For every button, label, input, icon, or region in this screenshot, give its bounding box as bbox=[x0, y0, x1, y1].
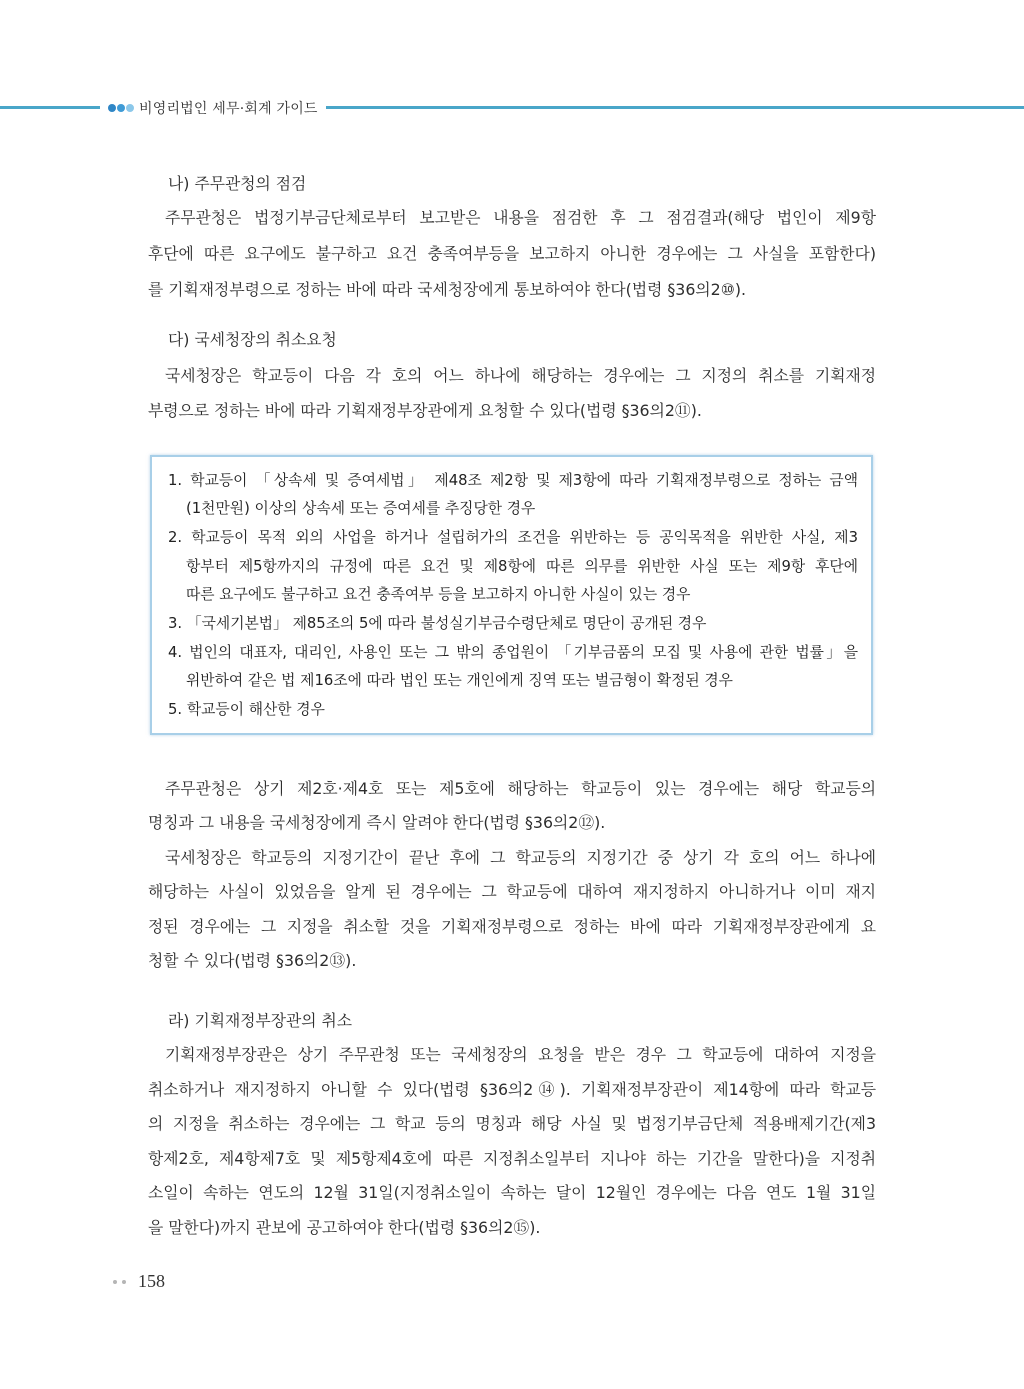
paragraph-line: 부령으로 정하는 바에 따라 기획재정부장관에게 요청할 수 있다(법령 §36의2⑪). bbox=[148, 401, 702, 420]
paragraph-after-box bbox=[148, 772, 876, 978]
paragraph-line: 소일이 속하는 연도의 12월 31일(지정취소일이 속하는 달이 12월인 경우에는 다음 연도 1월 31일 bbox=[148, 1183, 876, 1203]
running-header bbox=[100, 97, 326, 119]
paragraph-na bbox=[148, 200, 876, 308]
section-heading-ra: 라) 기획재정부장관의 취소 bbox=[168, 1011, 353, 1030]
box-line: (1천만원) 이상의 상속세 또는 증여세를 추징당한 경우 bbox=[186, 500, 536, 518]
paragraph-line: 국세청장은 학교등이 다음 각 호의 어느 하나에 해당하는 경우에는 그 지정의 취소를 기획재정 bbox=[165, 366, 876, 385]
box-line: 위반하여 같은 법 제16조에 따라 법인 또는 개인에게 징역 또는 벌금형이 확정된 경우 bbox=[186, 672, 733, 690]
info-box bbox=[150, 455, 873, 735]
paragraph-line: 의 지정을 취소하는 경우에는 그 학교 등의 명칭과 해당 사실 및 법정기부금단체 적용배제기간(제3 bbox=[148, 1114, 876, 1134]
box-line: 따른 요구에도 불구하고 요건 충족여부 등을 보고하지 아니한 사실이 있는 경우 bbox=[186, 586, 691, 604]
paragraph-ra bbox=[148, 1038, 876, 1246]
paragraph-line: 청할 수 있다(법령 §36의2⑬). bbox=[148, 950, 357, 970]
paragraph-line: 취소하거나 재지정하지 아니할 수 있다(법령 §36의2⑭). 기획재정부장관이 제14항에 따라 학교등 bbox=[148, 1079, 876, 1099]
paragraph-line: 주무관청은 법정기부금단체로부터 보고받은 내용을 점검한 후 그 점검결과(해당 법인이 제9항 bbox=[165, 208, 876, 227]
box-line: 4. 법인의 대표자, 대리인, 사용인 또는 그 밖의 종업원이 「기부금품의 모집 및 사용에 관한 법률」을 bbox=[168, 643, 858, 661]
paragraph-line: 을 말한다)까지 관보에 공고하여야 한다(법령 §36의2⑮). bbox=[148, 1217, 541, 1237]
header-dots-icon bbox=[108, 104, 134, 112]
header-title: 비영리법인 세무·회계 가이드 bbox=[139, 101, 318, 117]
paragraph-line: 기획재정부장관은 상기 주무관청 또는 국세청장의 요청을 받은 경우 그 학교등에 대하여 지정을 bbox=[165, 1045, 876, 1064]
paragraph-line: 국세청장은 학교등의 지정기간이 끝난 후에 그 학교등의 지정기간 중 상기 각 호의 어느 하나에 bbox=[165, 847, 876, 867]
paragraph-da bbox=[148, 358, 876, 428]
section-heading-na: 나) 주무관청의 점검 bbox=[168, 174, 307, 193]
section-heading-da: 다) 국세청장의 취소요청 bbox=[168, 330, 337, 349]
box-line: 1. 학교등이 「상속세 및 증여세법」 제48조 제2항 및 제3항에 따라 기획재정부령으로 정하는 금액 bbox=[168, 471, 858, 489]
paragraph-line: 항제2호, 제4항제7호 및 제5항제4호에 따른 지정취소일부터 지나야 하는 기간을 말한다)을 지정취 bbox=[148, 1148, 876, 1168]
box-line: 2. 학교등이 목적 외의 사업을 하거나 설립허가의 조건을 위반하는 등 공익목적을 위반한 사실, 제3 bbox=[168, 528, 858, 546]
footer-dots-icon bbox=[113, 1280, 126, 1284]
box-line: 3. 「국세기본법」 제85조의 5에 따라 불성실기부금수령단체로 명단이 공개된 경우 bbox=[168, 615, 707, 633]
paragraph-line: 후단에 따른 요구에도 불구하고 요건 충족여부등을 보고하지 아니한 경우에는 그 사실을 포함한다) bbox=[148, 244, 876, 263]
box-line: 항부터 제5항까지의 규정에 따른 요건 및 제8항에 따른 의무를 위반한 사실 또는 제9항 후단에 bbox=[186, 557, 858, 575]
paragraph-line: 정된 경우에는 그 지정을 취소할 것을 기획재정부령으로 정하는 바에 따라 기획재정부장관에게 요 bbox=[148, 916, 876, 936]
paragraph-line: 명칭과 그 내용을 국세청장에게 즉시 알려야 한다(법령 §36의2⑫). bbox=[148, 813, 606, 833]
paragraph-line: 해당하는 사실이 있었음을 알게 된 경우에는 그 학교등에 대하여 재지정하지 아니하거나 이미 재지 bbox=[148, 882, 876, 902]
box-line: 5. 학교등이 해산한 경우 bbox=[168, 701, 325, 719]
paragraph-line: 주무관청은 상기 제2호·제4호 또는 제5호에 해당하는 학교등이 있는 경우에는 해당 학교등의 bbox=[165, 779, 876, 798]
page-number: 158 bbox=[138, 1271, 165, 1291]
paragraph-line: 를 기획재정부령으로 정하는 바에 따라 국세청장에게 통보하여야 한다(법령 §36의2⑩). bbox=[148, 280, 747, 299]
